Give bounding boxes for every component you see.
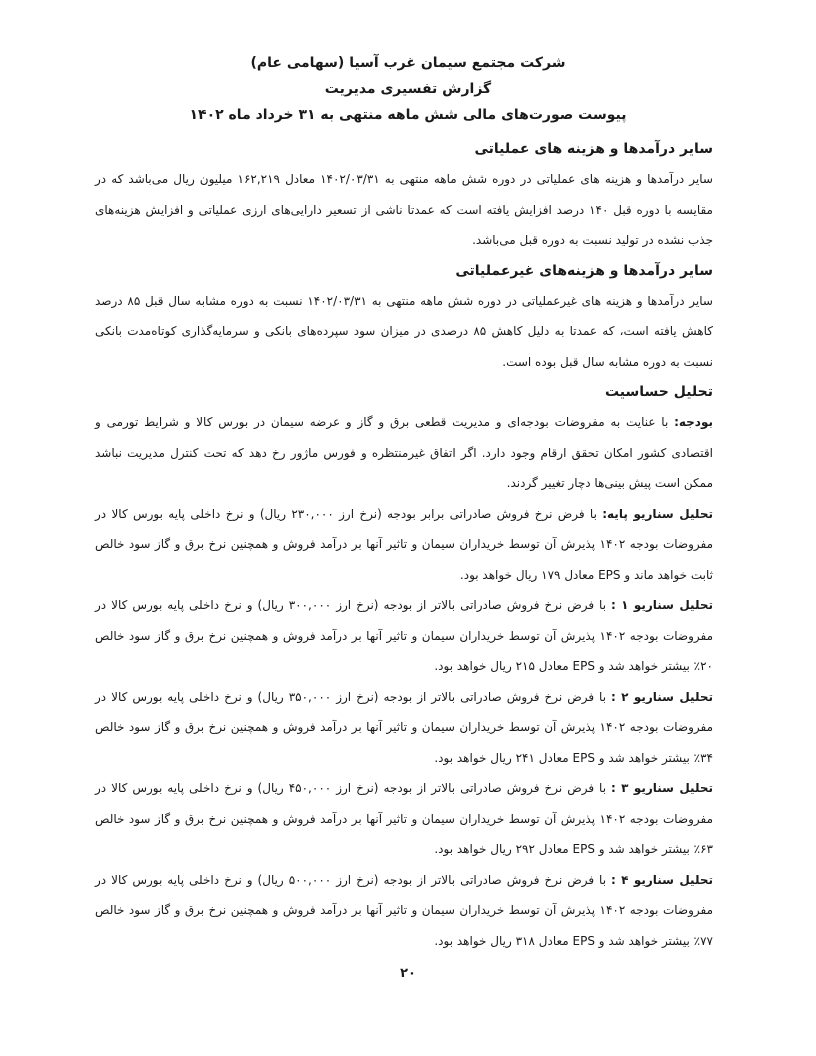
page-number: ۲۰ xyxy=(400,966,416,981)
section-paragraph: سایر درآمدها و هزینه های غیرعملیاتی در دوره شش ماهه منتهی به ۱۴۰۲/۰۳/۳۱ نسبت به دوره مشابه سال قبل ۸۵ درصد کاهش یافته است، که عمدتا به دلیل کاهش ۸۵ درصدی در میزان سود سپرده‌های بانکی و سرمایه‌گذاری کوتاه‌مدت بانکی نسبت به دوره مشابه سال قبل بوده است. xyxy=(95,293,713,369)
paragraph-text: با عنایت به مفروضات بودجه‌ای و مدیریت قطعی برق و گاز و عرضه سیمان در بورس کالا و شرایط تورمی و اقتصادی کشور امکان تحقق ارقام وجود دارد. اگر اتفاق غیرمنتظره و فورس ماژور رخ دهد که تحت کنترل مدیریت نباشد ممکن است پیش بینی‌ها دچار تغییر گردند. xyxy=(95,415,713,490)
section-paragraph: سایر درآمدها و هزینه های عملیاتی در دوره شش ماهه منتهی به ۱۴۰۲/۰۳/۳۱ معادل ۱۶۲,۲۱۹ میلیون ریال می‌باشد که در مقایسه با دوره قبل ۱۴۰ درصد افزایش یافته است که عمدتا ناشی از تسعیر دارایی‌های ارزی عملیاتی و افزایش هزینه‌های جذب نشده در تولید نسبت به دوره قبل می‌باشد. xyxy=(95,172,713,247)
section-non-operating xyxy=(95,256,713,378)
section-heading: سایر درآمدها و هزینه های عملیاتی xyxy=(474,141,713,157)
paragraph-text: با فرض نرخ فروش صادراتی بالاتر از بودجه (نرخ ارز ۳۰۰,۰۰۰ ریال) و نرخ داخلی پایه بورس کالا در مفروضات بودجه ۱۴۰۲ پذیرش آن توسط خریداران سیمان و تاثیر آنها بر درآمد فروش و همچنین نرخ برق و گاز سود خالص ۲۰٪ بیشتر خواهد شد و EPS معادل ۲۱۵ ریال خواهد بود. xyxy=(95,598,714,673)
paragraph-label: تحلیل سناریو ۲ : xyxy=(611,689,713,704)
paragraph-text: با فرض نرخ فروش صادراتی بالاتر از بودجه (نرخ ارز ۴۵۰,۰۰۰ ریال) و نرخ داخلی پایه بورس کالا در مفروضات بودجه ۱۴۰۲ پذیرش آن توسط خریداران سیمان و تاثیر آنها بر درآمد فروش و همچنین نرخ برق و گاز سود خالص ۶۳٪ بیشتر خواهد شد و EPS معادل ۲۹۲ ریال خواهد بود. xyxy=(95,781,714,856)
scenario-1-paragraph xyxy=(95,590,713,682)
paragraph-label: تحلیل سناریو ۳ : xyxy=(611,781,713,795)
paragraph-text: با فرض نرخ فروش صادراتی بالاتر از بودجه (نرخ ارز ۳۵۰,۰۰۰ ریال) و نرخ داخلی پایه بورس کالا در مفروضات بودجه ۱۴۰۲ پذیرش آن توسط خریداران سیمان و تاثیر آنها بر درآمد فروش و همچنین نرخ برق و گاز سود خالص ۳۴٪ بیشتر خواهد شد و EPS معادل ۲۴۱ ریال خواهد بود. xyxy=(95,689,714,765)
paragraph-label: تحلیل سناریو ۴ : xyxy=(611,872,713,887)
report-title: گزارش تفسیری مدیریت xyxy=(324,81,492,97)
paragraph-label: تحلیل سناریو ۱ : xyxy=(611,598,713,612)
report-period: پیوست صورت‌های مالی شش ماهه منتهی به ۳۱ خرداد ماه ۱۴۰۲ xyxy=(189,107,627,123)
scenario-3-paragraph xyxy=(95,773,713,865)
company-name: شرکت مجتمع سیمان غرب آسیا (سهامی عام) xyxy=(250,55,566,71)
scenario-base-paragraph xyxy=(95,499,713,591)
section-heading: تحلیل حساسیت xyxy=(604,384,713,400)
scenario-2-paragraph xyxy=(95,682,713,774)
budget-paragraph xyxy=(95,407,713,499)
paragraph-text: با فرض نرخ فروش صادراتی بالاتر از بودجه (نرخ ارز ۵۰۰,۰۰۰ ریال) و نرخ داخلی پایه بورس کالا در مفروضات بودجه ۱۴۰۲ پذیرش آن توسط خریداران سیمان و تاثیر آنها بر درآمد فروش و همچنین نرخ برق و گاز سود خالص ۷۷٪ بیشتر خواهد شد و EPS معادل ۳۱۸ ریال خواهد بود. xyxy=(95,872,714,948)
section-operating xyxy=(95,134,713,256)
paragraph-label: بودجه: xyxy=(674,415,713,429)
section-heading: سایر درآمدها و هزینه‌های غیرعملیاتی xyxy=(455,262,713,279)
section-sensitivity xyxy=(95,377,713,956)
scenario-4-paragraph xyxy=(95,865,713,957)
document-body xyxy=(95,134,713,956)
paragraph-label: تحلیل سناریو پایه: xyxy=(602,506,713,521)
paragraph-text: با فرض نرخ فروش صادراتی برابر بودجه (نرخ ارز ۲۳۰,۰۰۰ ریال) و نرخ داخلی پایه بورس کالا در مفروضات بودجه ۱۴۰۲ پذیرش آن توسط خریداران سیمان و تاثیر آنها بر درآمد فروش و همچنین نرخ برق و گاز سود خالص ثابت خواهد ماند و EPS معادل ۱۷۹ ریال خواهد بود. xyxy=(95,506,714,582)
document-header xyxy=(0,50,816,128)
